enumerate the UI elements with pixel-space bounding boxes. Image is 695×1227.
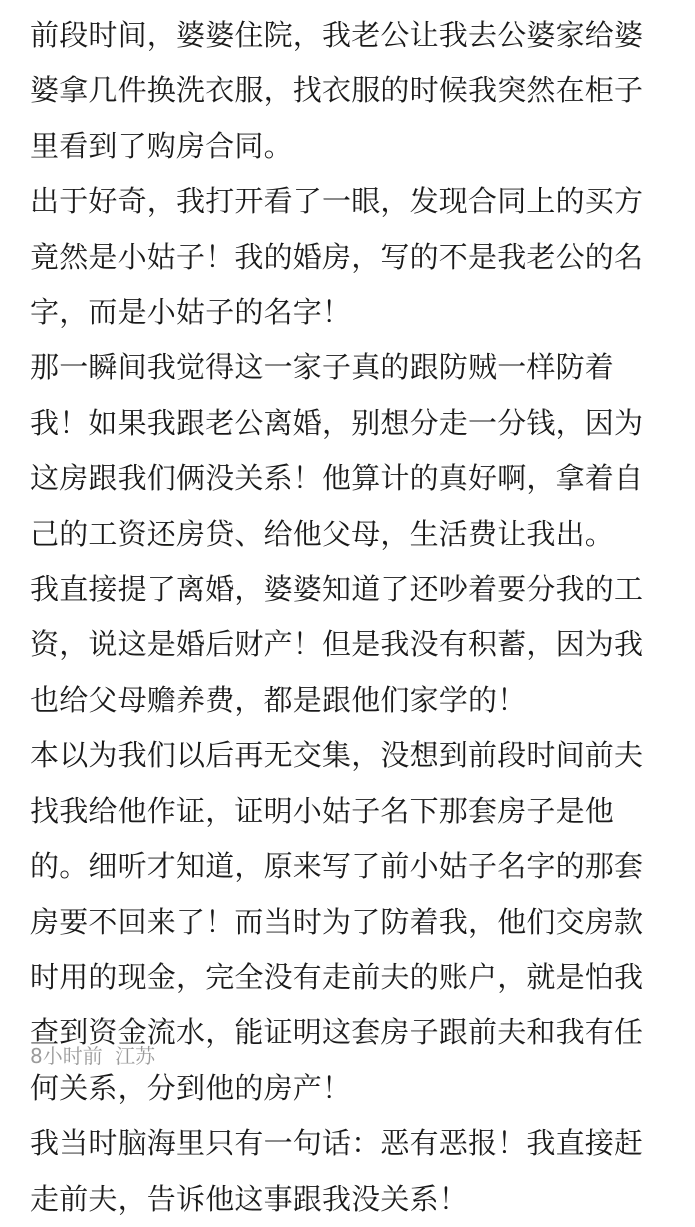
post-line: 我当时脑海里只有一句话：恶有恶报！我直接赶 <box>30 1126 644 1161</box>
post-line: 何关系，分到他的房产！ <box>30 1070 352 1105</box>
post-line: 竟然是小姑子！我的婚房，写的不是我老公的名 <box>30 239 644 274</box>
top-spacer <box>30 0 680 8</box>
post-line: 字，而是小姑子的名字！ <box>30 295 352 330</box>
post-meta <box>30 1040 155 1069</box>
post-line: 出于好奇，我打开看了一眼，发现合同上的买方 <box>30 184 644 219</box>
post-line: 查到资金流水，能证明这套房子跟前夫和我有任 <box>30 1015 644 1050</box>
post-line: 己的工资还房贷、给他父母，生活费让我出。 <box>30 516 615 551</box>
post-line: 走前夫，告诉他这事跟我没关系！ <box>30 1181 469 1216</box>
post-line: 我直接提了离婚，婆婆知道了还吵着要分我的工 <box>30 572 644 607</box>
post-line: 那一瞬间我觉得这一家子真的跟防贼一样防着 <box>30 350 615 385</box>
post-line: 房要不回来了！而当时为了防着我，他们交房款 <box>30 904 644 939</box>
post-line: 我！如果我跟老公离婚，别想分走一分钱，因为 <box>30 405 644 440</box>
post-line: 前段时间，婆婆住院，我老公让我去公婆家给婆 <box>30 18 644 52</box>
post-line: 本以为我们以后再无交集，没想到前段时间前夫 <box>30 738 644 773</box>
post-time: 8小时前 <box>30 1044 103 1068</box>
post-line: 也给父母赡养费，都是跟他们家学的！ <box>30 682 527 717</box>
post-line: 资，说这是婚后财产！但是我没有积蓄，因为我 <box>30 627 644 662</box>
post-line: 里看到了购房合同。 <box>30 128 293 163</box>
post-line: 时用的现金，完全没有走前夫的账户，就是怕我 <box>30 959 644 994</box>
post-line: 婆拿几件换洗衣服，找衣服的时候我突然在柜子 <box>30 73 644 108</box>
post-line: 的。细听才知道，原来写了前小姑子名字的那套 <box>30 849 644 884</box>
post-line: 找我给他作证，证明小姑子名下那套房子是他 <box>30 793 615 828</box>
post-line: 这房跟我们俩没关系！他算计的真好啊，拿着自 <box>30 461 644 496</box>
post-location: 江苏 <box>115 1044 156 1068</box>
